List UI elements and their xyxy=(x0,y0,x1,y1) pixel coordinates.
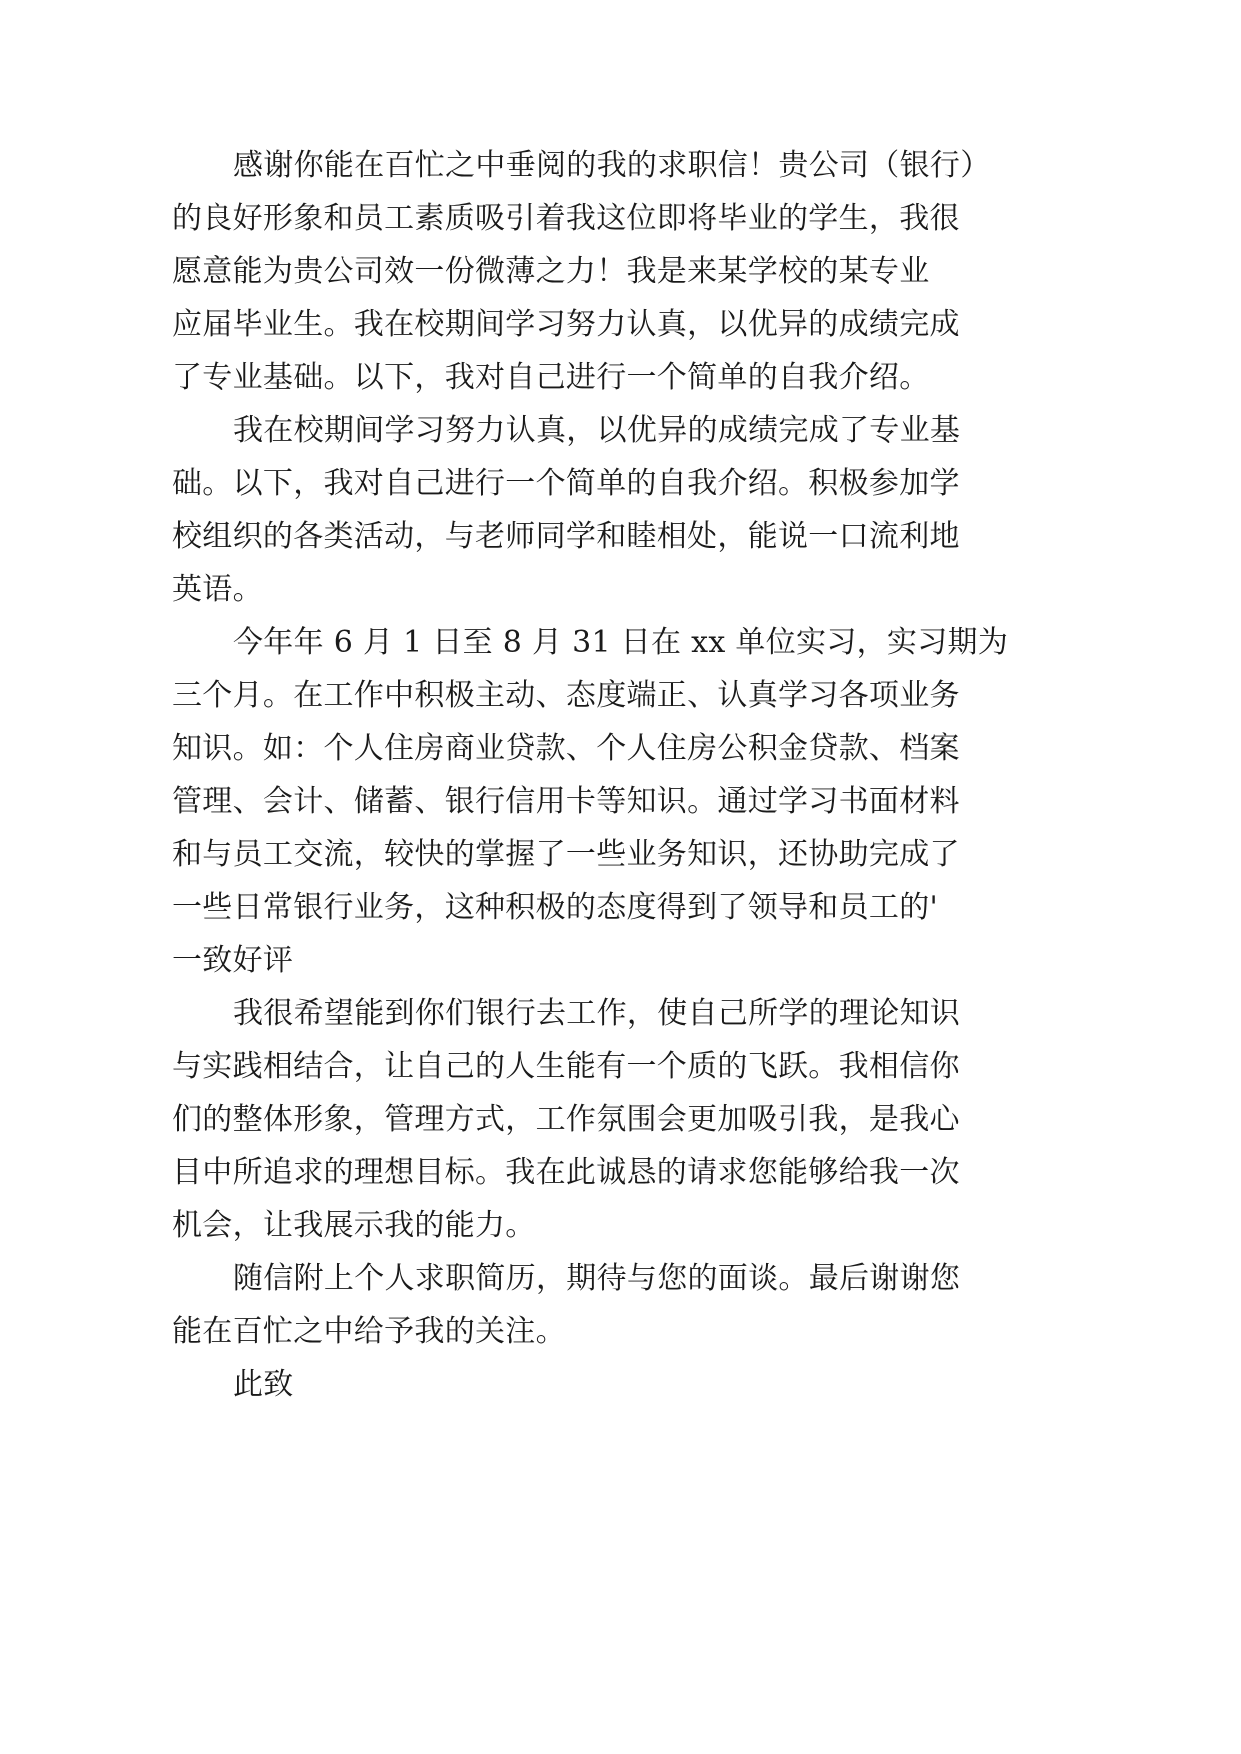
paragraph-2-line-4: 英语。 xyxy=(172,572,263,607)
paragraph-3-line-5: 和与员工交流，较快的掌握了一些业务知识，还协助完成了 xyxy=(172,837,960,872)
paragraph-3-line-2: 三个月。在工作中积极主动、态度端正、认真学习各项业务 xyxy=(172,678,960,713)
paragraph-4-line-2: 与实践相结合，让自己的人生能有一个质的飞跃。我相信你 xyxy=(172,1049,960,1084)
paragraph-1-line-5: 了专业基础。以下，我对自己进行一个简单的自我介绍。 xyxy=(172,360,930,395)
paragraph-4-line-3: 们的整体形象，管理方式，工作氛围会更加吸引我，是我心 xyxy=(172,1102,960,1137)
paragraph-2-line-1: 我在校期间学习努力认真，以优异的成绩完成了专业基 xyxy=(233,413,961,448)
paragraph-1-line-4: 应届毕业生。我在校期间学习努力认真，以优异的成绩完成 xyxy=(172,307,960,342)
paragraph-3-line-7: 一致好评 xyxy=(172,943,294,978)
paragraph-3-line-4: 管理、会计、储蓄、银行信用卡等知识。通过学习书面材料 xyxy=(172,784,960,819)
paragraph-2-line-2: 础。以下，我对自己进行一个简单的自我介绍。积极参加学 xyxy=(172,466,960,501)
paragraph-3-line-1: 今年年 6 月 1 日至 8 月 31 日在 xx 单位实习，实习期为 xyxy=(233,625,1009,660)
paragraph-3-line-3: 知识。如：个人住房商业贷款、个人住房公积金贷款、档案 xyxy=(172,731,960,766)
paragraph-1-line-1: 感谢你能在百忙之中垂阅的我的求职信！贵公司（银行） xyxy=(233,148,991,183)
paragraph-5-line-1: 随信附上个人求职简历，期待与您的面谈。最后谢谢您 xyxy=(233,1261,961,1296)
paragraph-4-line-4: 目中所追求的理想目标。我在此诚恳的请求您能够给我一次 xyxy=(172,1155,960,1190)
paragraph-4-line-5: 机会，让我展示我的能力。 xyxy=(172,1208,536,1243)
closing-salutation: 此致 xyxy=(233,1367,294,1402)
paragraph-3-line-6: 一些日常银行业务，这种积极的态度得到了领导和员工的' xyxy=(172,890,939,925)
paragraph-4-line-1: 我很希望能到你们银行去工作，使自己所学的理论知识 xyxy=(233,996,961,1031)
paragraph-1-line-2: 的良好形象和员工素质吸引着我这位即将毕业的学生，我很 xyxy=(172,201,960,236)
paragraph-2-line-3: 校组织的各类活动，与老师同学和睦相处，能说一口流利地 xyxy=(172,519,960,554)
paragraph-1-line-3: 愿意能为贵公司效一份微薄之力！我是来某学校的某专业 xyxy=(172,254,930,289)
paragraph-5-line-2: 能在百忙之中给予我的关注。 xyxy=(172,1314,566,1349)
